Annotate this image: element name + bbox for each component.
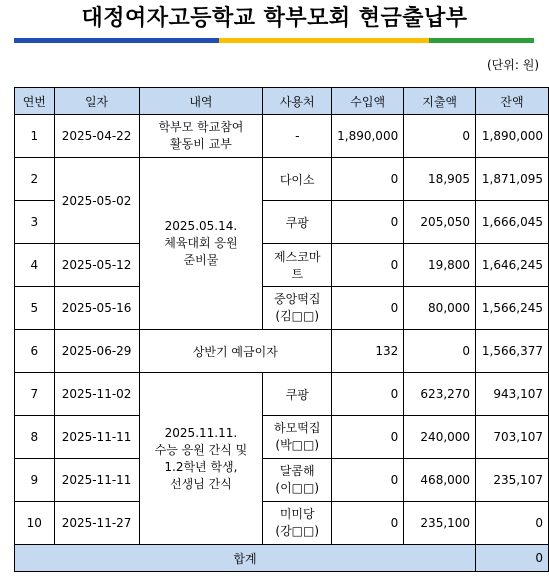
row-place: 중앙떡집 (김□□) (263, 287, 332, 330)
row-expense: 468,000 (404, 459, 476, 502)
row-no: 7 (15, 373, 55, 416)
row-no: 10 (15, 502, 55, 545)
row-desc: 상반기 예금이자 (139, 330, 332, 373)
row-date: 2025-05-16 (54, 287, 139, 330)
row-no: 9 (15, 459, 55, 502)
table-row (15, 330, 549, 373)
row-date: 2025-06-29 (54, 330, 139, 373)
row-place: 쿠팡 (263, 373, 332, 416)
row-date: 2025-11-27 (54, 502, 139, 545)
row-balance: 703,107 (476, 416, 549, 459)
header-balance: 잔액 (476, 88, 549, 115)
row-place: 제스코마트 (263, 244, 332, 287)
row-income: 0 (332, 459, 404, 502)
row-place: - (263, 115, 332, 158)
stripe-blue (14, 38, 219, 43)
row-balance: 1,890,000 (476, 115, 549, 158)
row-no: 4 (15, 244, 55, 287)
page-title: 대정여자고등학교 학부모회 현금출납부 (81, 6, 468, 31)
row-balance: 1,566,245 (476, 287, 549, 330)
row-expense: 623,270 (404, 373, 476, 416)
row-income: 0 (332, 158, 404, 201)
row-income: 0 (332, 287, 404, 330)
table-row (15, 244, 549, 287)
row-no: 1 (15, 115, 55, 158)
row-no: 8 (15, 416, 55, 459)
row-no: 6 (15, 330, 55, 373)
row-income: 0 (332, 502, 404, 545)
row-date: 2025-04-22 (54, 115, 139, 158)
row-no: 3 (15, 201, 55, 244)
stripe-green (429, 38, 534, 43)
row-expense: 0 (404, 115, 476, 158)
row-income: 0 (332, 201, 404, 244)
table-row (15, 502, 549, 545)
row-balance: 235,107 (476, 459, 549, 502)
row-expense: 19,800 (404, 244, 476, 287)
row-income: 132 (332, 330, 404, 373)
row-balance: 0 (476, 502, 549, 545)
header-expense: 지출액 (404, 88, 476, 115)
title-underline-stripe (14, 38, 534, 43)
row-expense: 18,905 (404, 158, 476, 201)
row-balance: 1,566,377 (476, 330, 549, 373)
table-row (15, 115, 549, 158)
total-balance: 0 (476, 545, 549, 572)
row-date: 2025-11-02 (54, 373, 139, 416)
row-place: 미미당 (강□□) (263, 502, 332, 545)
row-balance: 943,107 (476, 373, 549, 416)
row-desc: 학부모 학교참여 활동비 교부 (139, 115, 263, 158)
row-date: 2025-05-12 (54, 244, 139, 287)
row-place: 다이소 (263, 158, 332, 201)
table-row (15, 287, 549, 330)
row-balance: 1,646,245 (476, 244, 549, 287)
table-row (15, 158, 549, 201)
row-date: 2025-11-11 (54, 416, 139, 459)
header-no: 연번 (15, 88, 55, 115)
header-date: 일자 (54, 88, 139, 115)
header-place: 사용처 (263, 88, 332, 115)
total-label: 합계 (15, 545, 476, 572)
row-no: 2 (15, 158, 55, 201)
row-place: 하모떡집 (박□□) (263, 416, 332, 459)
table-row (15, 373, 549, 416)
row-place: 쿠팡 (263, 201, 332, 244)
row-date: 2025-11-11 (54, 459, 139, 502)
table-row (15, 459, 549, 502)
row-place: 달콤해 (이□□) (263, 459, 332, 502)
header-income: 수입액 (332, 88, 404, 115)
row-date: 2025-05-02 (54, 158, 139, 244)
row-desc: 2025.11.11. 수능 응원 간식 및 1.2학년 학생, 선생님 간식 (139, 373, 263, 545)
total-row (15, 545, 549, 572)
row-income: 1,890,000 (332, 115, 404, 158)
unit-label: (단위: 원) (487, 58, 539, 72)
cash-ledger-table (14, 87, 549, 572)
row-income: 0 (332, 416, 404, 459)
stripe-yellow (219, 38, 429, 43)
row-income: 0 (332, 373, 404, 416)
row-income: 0 (332, 244, 404, 287)
row-expense: 240,000 (404, 416, 476, 459)
row-desc: 2025.05.14. 체육대회 응원 준비물 (139, 158, 263, 330)
header-desc: 내역 (139, 88, 263, 115)
row-balance: 1,666,045 (476, 201, 549, 244)
row-balance: 1,871,095 (476, 158, 549, 201)
header-row (15, 88, 549, 115)
row-expense: 205,050 (404, 201, 476, 244)
row-expense: 80,000 (404, 287, 476, 330)
row-no: 5 (15, 287, 55, 330)
table-row (15, 416, 549, 459)
row-expense: 235,100 (404, 502, 476, 545)
row-expense: 0 (404, 330, 476, 373)
